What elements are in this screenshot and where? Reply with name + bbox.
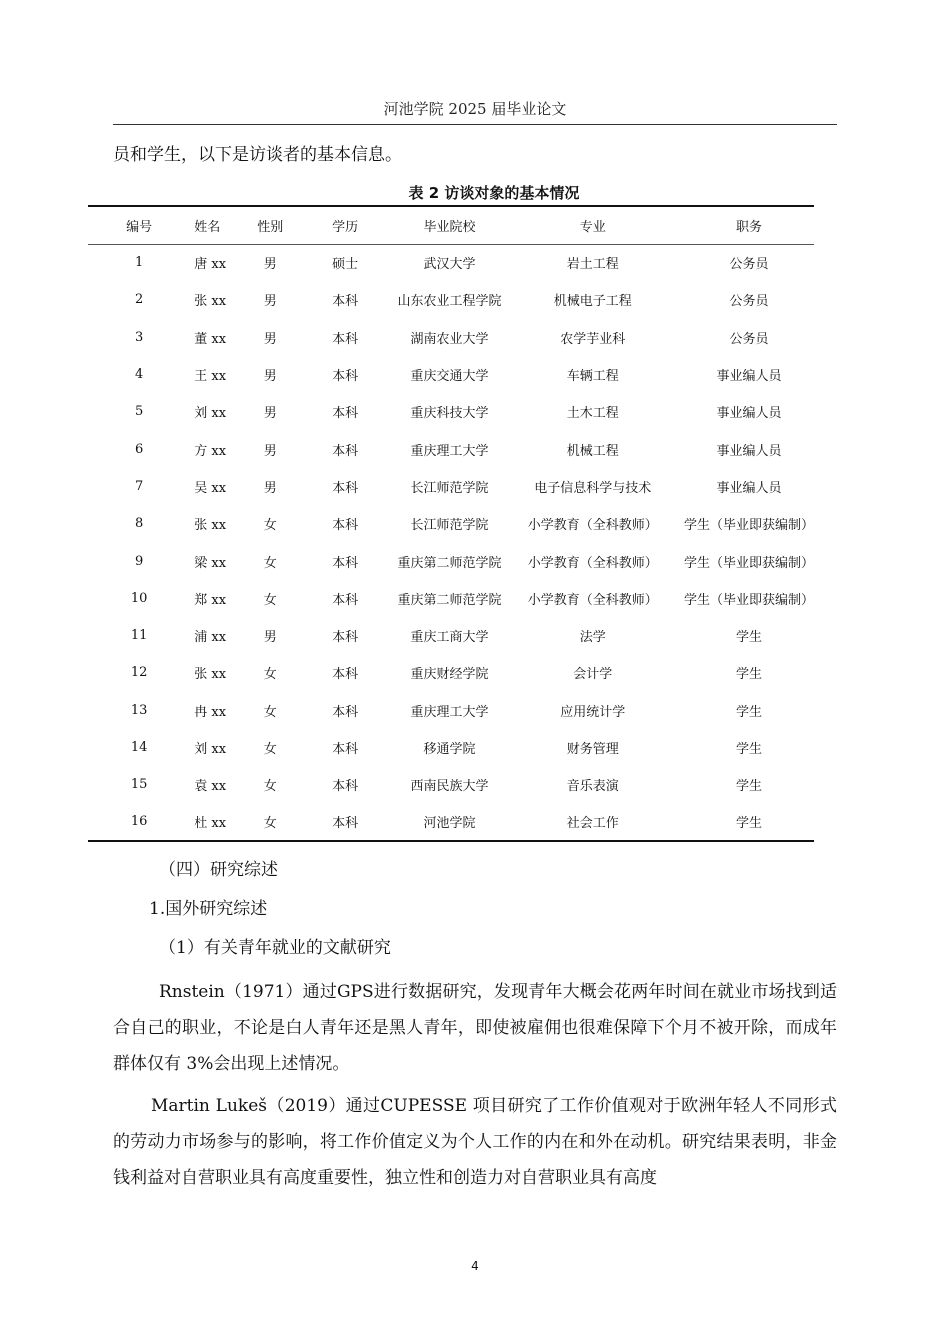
table-row (88, 654, 814, 691)
cell-gender: 男 (263, 630, 277, 646)
body-text (113, 852, 837, 1196)
cell-id: 7 (135, 478, 144, 494)
cell-position: 学生（毕业即获编制） (683, 592, 814, 608)
cell-id: 9 (135, 553, 144, 569)
cell-position: 学生 (735, 779, 762, 795)
cell-name: 王 xx (194, 369, 227, 385)
table-row (88, 319, 814, 356)
cell-position: 公务员 (729, 331, 769, 347)
cell-gender: 男 (263, 331, 277, 347)
section-heading: （四）研究综述 (159, 860, 278, 880)
cell-major: 土木工程 (566, 406, 619, 422)
cell-school: 长江师范学院 (410, 518, 489, 534)
table-row (88, 803, 814, 840)
cell-gender: 女 (263, 555, 277, 571)
cell-school: 长江师范学院 (410, 480, 489, 496)
cell-position: 事业编人员 (716, 480, 782, 496)
cell-education: 本科 (332, 518, 359, 534)
cell-school: 重庆理工大学 (410, 443, 489, 459)
cell-name: 刘 xx (194, 406, 227, 422)
cell-education: 本科 (332, 294, 359, 310)
cell-school: 移通学院 (423, 742, 476, 757)
cell-position: 学生 (735, 704, 762, 720)
cell-education: 硕士 (332, 257, 359, 273)
col-header-school: 毕业院校 (397, 206, 501, 244)
cell-gender: 女 (263, 704, 277, 720)
table-caption: 表 2 访谈对象的基本情况 (408, 184, 580, 202)
table-row (88, 766, 814, 803)
cell-name: 董 xx (194, 331, 227, 347)
cell-name: 郑 xx (194, 592, 227, 608)
cell-id: 10 (130, 590, 148, 606)
cell-education: 本科 (332, 630, 359, 646)
table-header-row (88, 206, 814, 244)
cell-position: 公务员 (729, 294, 769, 310)
cell-gender: 男 (263, 406, 277, 422)
cell-id: 15 (130, 777, 148, 793)
table-row (88, 692, 814, 729)
paragraph-rnstein: Rnstein（1971）通过GPS进行数据研究，发现青年大概会花两年时间在就业市场找到适合自己的职业，不论是白人青年还是黑人青年，即使被雇佣也很难保障下个月不被开除，而成年群体仅有 3%会出现上述情况。 (113, 982, 837, 1074)
cell-id: 13 (130, 702, 148, 718)
col-header-education: 学历 (293, 206, 398, 244)
cell-id: 2 (135, 292, 144, 308)
cell-position: 事业编人员 (716, 369, 782, 385)
cell-id: 8 (135, 516, 144, 532)
cell-id: 3 (135, 329, 144, 345)
cell-name: 袁 xx (194, 779, 227, 795)
cell-major: 社会工作 (501, 803, 684, 840)
cell-name: 杜 xx (190, 803, 248, 840)
cell-position: 学生 (735, 742, 762, 757)
cell-education: 本科 (332, 704, 359, 720)
cell-school: 重庆工商大学 (410, 630, 489, 646)
cell-major: 小学教育（全科教师） (527, 555, 658, 571)
cell-major: 音乐表演 (566, 779, 619, 795)
cell-major: 电子信息科学与技术 (534, 480, 652, 496)
cell-major: 财务管理 (566, 742, 619, 757)
cell-major: 农学芋业科 (560, 331, 626, 347)
cell-id: 12 (130, 665, 148, 681)
cell-education: 本科 (332, 480, 359, 496)
cell-school: 河池学院 (397, 803, 501, 840)
cell-school: 武汉大学 (423, 257, 476, 273)
cell-school: 西南民族大学 (410, 779, 489, 795)
table-row (88, 468, 814, 505)
cell-school: 重庆财经学院 (410, 667, 489, 683)
interviewee-table (88, 205, 814, 842)
cell-education: 本科 (332, 443, 359, 459)
cell-position: 学生（毕业即获编制） (683, 518, 814, 534)
cell-school: 重庆第二师范学院 (397, 555, 502, 571)
cell-name: 张 xx (194, 518, 227, 534)
cell-gender: 女 (263, 592, 277, 608)
page-header: 河池学院 2025 届毕业论文 (383, 100, 567, 118)
cell-education: 本科 (332, 779, 359, 795)
cell-education: 本科 (332, 667, 359, 683)
cell-name: 唐 xx (194, 257, 227, 273)
cell-education: 本科 (332, 369, 359, 385)
intro-text: 员和学生，以下是访谈者的基本信息。 (113, 145, 402, 165)
cell-name: 梁 xx (194, 555, 227, 571)
table-row (88, 430, 814, 467)
table-row (88, 729, 814, 766)
table-row (88, 244, 814, 281)
col-header-position: 职务 (684, 206, 814, 244)
table-row (88, 281, 814, 318)
col-header-id: 编号 (88, 206, 190, 244)
col-header-gender: 性别 (248, 206, 293, 244)
table-row (88, 505, 814, 542)
cell-name: 张 xx (194, 667, 227, 683)
cell-position: 事业编人员 (716, 443, 782, 459)
cell-gender: 男 (263, 369, 277, 385)
cell-school: 重庆理工大学 (410, 704, 489, 720)
cell-name: 张 xx (194, 294, 227, 310)
cell-major: 机械电子工程 (553, 294, 632, 310)
cell-id: 4 (135, 367, 144, 383)
cell-major: 岩土工程 (566, 257, 619, 273)
cell-position: 学生 (735, 667, 762, 683)
cell-school: 山东农业工程学院 (397, 294, 502, 310)
table-row (88, 356, 814, 393)
cell-education: 本科 (332, 592, 359, 608)
cell-major: 机械工程 (566, 443, 619, 459)
cell-gender: 男 (263, 257, 277, 273)
cell-school: 重庆第二师范学院 (397, 592, 502, 608)
cell-education: 本科 (293, 803, 398, 840)
table-body (88, 244, 814, 841)
cell-name: 刘 xx (194, 742, 227, 757)
cell-name: 吴 xx (194, 480, 227, 496)
subsubsection-heading: （1）有关青年就业的文献研究 (159, 938, 391, 958)
cell-name: 浦 xx (194, 630, 227, 646)
cell-gender: 男 (263, 294, 277, 310)
cell-major: 会计学 (573, 667, 613, 683)
cell-education: 本科 (332, 331, 359, 347)
cell-gender: 女 (248, 803, 293, 840)
cell-name: 方 xx (194, 443, 227, 459)
cell-gender: 女 (263, 667, 277, 683)
cell-major: 法学 (579, 630, 606, 646)
cell-id: 14 (130, 740, 148, 755)
cell-school: 重庆交通大学 (410, 369, 489, 385)
cell-school: 重庆科技大学 (410, 406, 489, 422)
cell-major: 车辆工程 (566, 369, 619, 385)
cell-position: 学生（毕业即获编制） (683, 555, 814, 571)
col-header-name: 姓名 (190, 206, 248, 244)
cell-id: 6 (135, 441, 144, 457)
cell-position: 公务员 (729, 257, 769, 273)
page-number: 4 (471, 1259, 479, 1273)
cell-gender: 女 (263, 742, 277, 757)
cell-id: 11 (130, 628, 148, 644)
cell-education: 本科 (332, 555, 359, 571)
cell-id: 5 (135, 404, 144, 420)
subsection-heading: 1.国外研究综述 (149, 899, 268, 919)
cell-gender: 男 (263, 443, 277, 459)
cell-gender: 女 (263, 779, 277, 795)
cell-position: 学生 (684, 803, 814, 840)
cell-gender: 女 (263, 518, 277, 534)
table-row (88, 542, 814, 579)
header-rule (113, 124, 837, 125)
table-row (88, 393, 814, 430)
cell-major: 小学教育（全科教师） (527, 592, 658, 608)
cell-position: 事业编人员 (716, 406, 782, 422)
cell-education: 本科 (332, 742, 359, 757)
cell-major: 小学教育（全科教师） (527, 518, 658, 534)
cell-id: 16 (88, 803, 190, 840)
col-header-major: 专业 (501, 206, 684, 244)
table-row (88, 580, 814, 617)
cell-position: 学生 (735, 630, 762, 646)
paragraph-lukes: Martin Lukeš（2019）通过CUPESSE 项目研究了工作价值观对于欧洲年轻人不同形式的劳动力市场参与的影响，将工作价值定义为个人工作的内在和外在动机。研究结果表明，非金钱利益对自营职业具有高度重要性，独立性和创造力对自营职业具有高度 (113, 1096, 837, 1188)
cell-education: 本科 (332, 406, 359, 422)
cell-id: 1 (135, 255, 144, 271)
cell-name: 冉 xx (194, 704, 227, 720)
cell-school: 湖南农业大学 (410, 331, 489, 347)
table-row (88, 617, 814, 654)
cell-major: 应用统计学 (560, 704, 626, 720)
cell-gender: 男 (263, 480, 277, 496)
